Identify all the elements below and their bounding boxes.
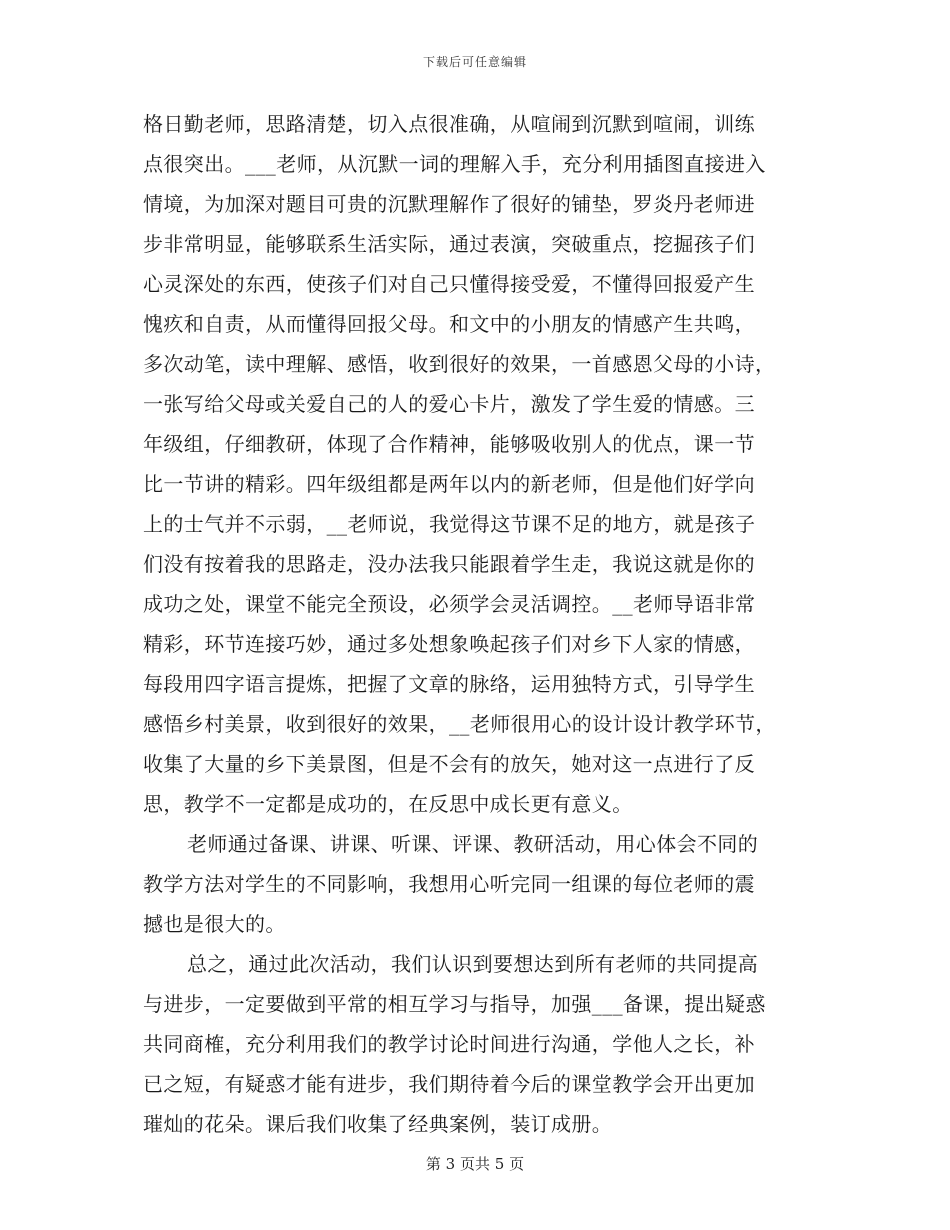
text-line: 与进步，一定要做到平常的相互学习与指导，加强___备课，提出疑惑: [143, 992, 766, 1016]
text-line: 格日勤老师，思路清楚，切入点很准确，从喧闹到沉默到喧闹，训练: [143, 112, 755, 136]
text-line: 一张写给父母或关爱自己的人的爱心卡片，激发了学生爱的情感。三: [143, 392, 755, 416]
paragraph: [143, 824, 809, 944]
text-line: 成功之处，课堂不能完全预设，必须学会灵活调控。__老师导语非常: [143, 592, 756, 616]
text-line: 璀灿的花朵。课后我们收集了经典案例，装订成册。: [143, 1112, 613, 1136]
text-line: 撼也是很大的。: [143, 912, 286, 936]
text-line: 已之短，有疑惑才能有进步，我们期待着今后的课堂教学会开出更加: [143, 1072, 755, 1096]
paragraph: [143, 944, 809, 1144]
text-line: 思，教学不一定都是成功的，在反思中成长更有意义。: [143, 792, 633, 816]
text-line: 每段用四字语言提炼，把握了文章的脉络，运用独特方式，引导学生: [143, 672, 755, 696]
page-header: 下载后可任意编辑: [422, 55, 527, 69]
text-line: 老师通过备课、讲课、听课、评课、教研活动，用心体会不同的: [187, 832, 759, 856]
text-line: 收集了大量的乡下美景图，但是不会有的放矢，她对这一点进行了反: [143, 752, 755, 776]
text-line: 教学方法对学生的不同影响，我想用心听完同一组课的每位老师的震: [143, 872, 755, 896]
paragraph: [143, 104, 809, 824]
text-line: 感悟乡村美景，收到很好的效果，__老师很用心的设计设计教学环节，: [143, 712, 776, 736]
text-line: 年级组，仔细教研，体现了合作精神，能够吸收别人的优点，课一节: [143, 432, 755, 456]
text-line: 上的士气并不示弱，__老师说，我觉得这节课不足的地方，就是孩子: [143, 512, 756, 536]
text-line: 步非常明显，能够联系生活实际，通过表演，突破重点，挖掘孩子们: [143, 232, 755, 256]
text-line: 总之，通过此次活动，我们认识到要想达到所有老师的共同提高: [187, 952, 759, 976]
text-line: 情境，为加深对题目可贵的沉默理解作了很好的铺垫，罗炎丹老师进: [143, 192, 755, 216]
document-body: [143, 104, 809, 1144]
text-line: 愧疚和自责，从而懂得回报父母。和文中的小朋友的情感产生共鸣，: [143, 312, 755, 336]
text-line: 们没有按着我的思路走，没办法我只能跟着学生走，我说这就是你的: [143, 552, 755, 576]
text-line: 点很突出。___老师，从沉默一词的理解入手，充分利用插图直接进入: [143, 152, 766, 176]
text-line: 多次动笔，读中理解、感悟，收到很好的效果，一首感恩父母的小诗，: [143, 352, 776, 376]
text-line: 共同商榷，充分利用我们的教学讨论时间进行沟通，学他人之长，补: [143, 1032, 755, 1056]
page-number: 第 3 页共 5 页: [425, 1155, 525, 1173]
text-line: 精彩，环节连接巧妙，通过多处想象唤起孩子们对乡下人家的情感，: [143, 632, 755, 656]
text-line: 心灵深处的东西，使孩子们对自己只懂得接受爱，不懂得回报爱产生: [143, 272, 755, 296]
text-line: 比一节讲的精彩。四年级组都是两年以内的新老师，但是他们好学向: [143, 472, 755, 496]
